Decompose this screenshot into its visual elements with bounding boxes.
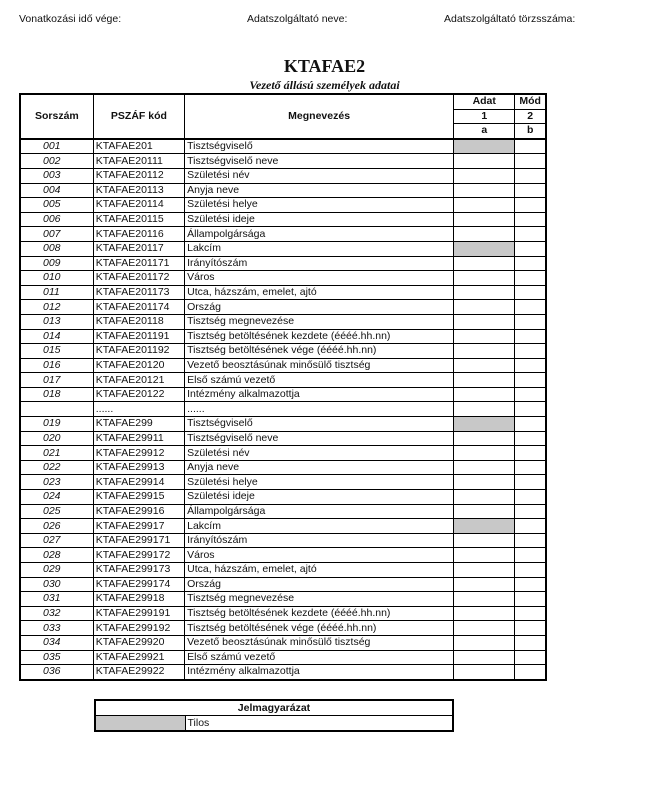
row-number: 009 [20, 256, 93, 271]
row-adat-cell[interactable] [454, 387, 515, 402]
legend-grey-swatch [95, 716, 185, 732]
row-mod-cell[interactable] [515, 271, 546, 286]
row-code: KTAFAE201191 [93, 329, 184, 344]
row-number: 003 [20, 168, 93, 183]
row-name: Első számú vezető [185, 373, 454, 388]
row-adat-cell[interactable] [454, 490, 515, 505]
row-adat-cell [454, 519, 515, 534]
row-number: 013 [20, 314, 93, 329]
table-row [20, 519, 546, 534]
row-number: 030 [20, 577, 93, 592]
row-number [20, 402, 93, 417]
row-number: 022 [20, 460, 93, 475]
row-number: 021 [20, 446, 93, 461]
table-row [20, 256, 546, 271]
table-row [20, 504, 546, 519]
row-mod-cell[interactable] [515, 241, 546, 256]
row-code: ...... [93, 402, 184, 417]
table-row [20, 431, 546, 446]
row-code: KTAFAE29921 [93, 650, 184, 665]
row-name: Vezető beosztásúnak minősülő tisztség [185, 358, 454, 373]
row-name: Irányítószám [185, 533, 454, 548]
row-number: 031 [20, 592, 93, 607]
row-mod-cell[interactable] [515, 198, 546, 213]
row-code: KTAFAE20120 [93, 358, 184, 373]
row-name: Tisztségviselő [185, 139, 454, 154]
table-row [20, 460, 546, 475]
row-code: KTAFAE29918 [93, 592, 184, 607]
row-name: Születési név [185, 446, 454, 461]
row-number: 033 [20, 621, 93, 636]
row-mod-cell[interactable] [515, 183, 546, 198]
row-name: Tisztségviselő [185, 417, 454, 432]
legend-title: Jelmagyarázat [95, 700, 453, 716]
row-number: 027 [20, 533, 93, 548]
row-adat-cell[interactable] [454, 431, 515, 446]
col-header-pszaf-kod: PSZÁF kód [93, 94, 184, 139]
row-number: 018 [20, 387, 93, 402]
form-title: KTAFAE2 [283, 56, 366, 76]
row-number: 026 [20, 519, 93, 534]
row-name: Tisztségviselő neve [185, 431, 454, 446]
table-row [20, 475, 546, 490]
row-mod-cell[interactable] [515, 504, 546, 519]
row-code: KTAFAE29922 [93, 665, 184, 680]
row-mod-cell[interactable] [515, 577, 546, 592]
row-name: Anyja neve [185, 460, 454, 475]
row-code: KTAFAE29915 [93, 490, 184, 505]
table-row [20, 490, 546, 505]
col-header-adat-num: 1 [454, 109, 515, 124]
legend-table [94, 699, 454, 732]
table-row [20, 139, 546, 154]
row-name: Irányítószám [185, 256, 454, 271]
table-row [20, 446, 546, 461]
row-number: 023 [20, 475, 93, 490]
row-mod-cell[interactable] [515, 417, 546, 432]
row-mod-cell[interactable] [515, 373, 546, 388]
row-code: KTAFAE299171 [93, 533, 184, 548]
row-code: KTAFAE29912 [93, 446, 184, 461]
row-name: Születési név [185, 168, 454, 183]
form-subtitle: Vezető állású személyek adatai [249, 78, 400, 92]
row-name: Tisztség betöltésének vége (éééé.hh.nn) [185, 344, 454, 359]
row-adat-cell[interactable] [454, 300, 515, 315]
row-code: KTAFAE20113 [93, 183, 184, 198]
row-number: 004 [20, 183, 93, 198]
col-header-adat: Adat [454, 94, 515, 109]
row-name: Születési ideje [185, 212, 454, 227]
row-adat-cell[interactable] [454, 358, 515, 373]
row-mod-cell[interactable] [515, 387, 546, 402]
row-name: Lakcím [185, 519, 454, 534]
row-adat-cell [454, 241, 515, 256]
row-code: KTAFAE299172 [93, 548, 184, 563]
row-number: 017 [20, 373, 93, 388]
row-name: Tisztség betöltésének kezdete (éééé.hh.nn) [185, 329, 454, 344]
row-code: KTAFAE299192 [93, 621, 184, 636]
row-code: KTAFAE29917 [93, 519, 184, 534]
row-mod-cell[interactable] [515, 650, 546, 665]
row-name: Lakcím [185, 241, 454, 256]
row-name: Utca, házszám, emelet, ajtó [185, 285, 454, 300]
row-mod-cell[interactable] [515, 212, 546, 227]
row-mod-cell[interactable] [515, 285, 546, 300]
row-name: Első számú vezető [185, 650, 454, 665]
row-number: 024 [20, 490, 93, 505]
row-name: Születési helye [185, 475, 454, 490]
row-number: 010 [20, 271, 93, 286]
row-adat-cell[interactable] [454, 460, 515, 475]
row-number: 008 [20, 241, 93, 256]
row-number: 028 [20, 548, 93, 563]
table-row [20, 154, 546, 169]
table-row [20, 606, 546, 621]
row-mod-cell[interactable] [515, 431, 546, 446]
row-number: 011 [20, 285, 93, 300]
row-number: 025 [20, 504, 93, 519]
row-name: Állampolgársága [185, 504, 454, 519]
row-mod-cell[interactable] [515, 519, 546, 534]
row-mod-cell[interactable] [515, 358, 546, 373]
row-number: 036 [20, 665, 93, 680]
col-header-mod: Mód [515, 94, 546, 109]
table-row [20, 198, 546, 213]
table-row [20, 563, 546, 578]
row-adat-cell[interactable] [454, 402, 515, 417]
table-row [20, 650, 546, 665]
row-mod-cell[interactable] [515, 168, 546, 183]
table-row [20, 227, 546, 242]
table-row [20, 329, 546, 344]
row-code: KTAFAE20121 [93, 373, 184, 388]
row-number: 006 [20, 212, 93, 227]
row-mod-cell[interactable] [515, 635, 546, 650]
row-code: KTAFAE299 [93, 417, 184, 432]
legend-grey-label: Tilos [185, 716, 453, 732]
row-adat-cell[interactable] [454, 606, 515, 621]
row-adat-cell[interactable] [454, 227, 515, 242]
row-code: KTAFAE20118 [93, 314, 184, 329]
row-adat-cell[interactable] [454, 665, 515, 680]
table-row [20, 621, 546, 636]
period-end-label: Vonatkozási idő vége: [19, 13, 122, 25]
row-code: KTAFAE29914 [93, 475, 184, 490]
table-row [20, 417, 546, 432]
row-number: 019 [20, 417, 93, 432]
table-row [20, 592, 546, 607]
row-name: Tisztség megnevezése [185, 592, 454, 607]
row-code: KTAFAE29920 [93, 635, 184, 650]
row-mod-cell[interactable] [515, 402, 546, 417]
row-adat-cell[interactable] [454, 504, 515, 519]
row-code: KTAFAE20122 [93, 387, 184, 402]
row-adat-cell[interactable] [454, 183, 515, 198]
row-code: KTAFAE29913 [93, 460, 184, 475]
row-adat-cell[interactable] [454, 212, 515, 227]
row-name: Anyja neve [185, 183, 454, 198]
row-adat-cell [454, 417, 515, 432]
row-code: KTAFAE201171 [93, 256, 184, 271]
row-code: KTAFAE29916 [93, 504, 184, 519]
row-adat-cell[interactable] [454, 256, 515, 271]
row-adat-cell[interactable] [454, 198, 515, 213]
table-row [20, 271, 546, 286]
row-adat-cell[interactable] [454, 621, 515, 636]
row-code: KTAFAE29911 [93, 431, 184, 446]
row-adat-cell[interactable] [454, 344, 515, 359]
row-code: KTAFAE201 [93, 139, 184, 154]
row-mod-cell[interactable] [515, 344, 546, 359]
row-adat-cell[interactable] [454, 329, 515, 344]
row-name: ...... [185, 402, 454, 417]
row-number: 005 [20, 198, 93, 213]
row-adat-cell[interactable] [454, 373, 515, 388]
row-mod-cell[interactable] [515, 460, 546, 475]
row-name: Város [185, 271, 454, 286]
row-code: KTAFAE201173 [93, 285, 184, 300]
row-mod-cell[interactable] [515, 227, 546, 242]
row-mod-cell[interactable] [515, 621, 546, 636]
row-adat-cell[interactable] [454, 475, 515, 490]
table-row [20, 533, 546, 548]
row-code: KTAFAE20115 [93, 212, 184, 227]
row-name: Ország [185, 300, 454, 315]
row-mod-cell[interactable] [515, 314, 546, 329]
row-name: Tisztség betöltésének vége (éééé.hh.nn) [185, 621, 454, 636]
row-code: KTAFAE201174 [93, 300, 184, 315]
row-mod-cell[interactable] [515, 446, 546, 461]
table-row [20, 212, 546, 227]
data-table [19, 93, 547, 681]
row-name: Születési ideje [185, 490, 454, 505]
row-name: Vezető beosztásúnak minősülő tisztség [185, 635, 454, 650]
row-mod-cell[interactable] [515, 606, 546, 621]
row-name: Intézmény alkalmazottja [185, 665, 454, 680]
col-header-mod-letter: b [515, 124, 546, 139]
row-mod-cell[interactable] [515, 329, 546, 344]
row-number: 015 [20, 344, 93, 359]
row-adat-cell[interactable] [454, 650, 515, 665]
col-header-adat-letter: a [454, 124, 515, 139]
row-name: Intézmény alkalmazottja [185, 387, 454, 402]
row-mod-cell[interactable] [515, 490, 546, 505]
row-code: KTAFAE20114 [93, 198, 184, 213]
table-row [20, 577, 546, 592]
table-row [20, 373, 546, 388]
row-code: KTAFAE299173 [93, 563, 184, 578]
table-row [20, 241, 546, 256]
row-code: KTAFAE299174 [93, 577, 184, 592]
row-number: 012 [20, 300, 93, 315]
table-row [20, 285, 546, 300]
row-code: KTAFAE20116 [93, 227, 184, 242]
row-mod-cell[interactable] [515, 256, 546, 271]
table-row [20, 300, 546, 315]
row-mod-cell[interactable] [515, 475, 546, 490]
row-name: Állampolgársága [185, 227, 454, 242]
row-mod-cell[interactable] [515, 592, 546, 607]
row-mod-cell[interactable] [515, 300, 546, 315]
row-name: Utca, házszám, emelet, ajtó [185, 563, 454, 578]
row-code: KTAFAE20111 [93, 154, 184, 169]
row-code: KTAFAE20112 [93, 168, 184, 183]
table-row [20, 402, 546, 417]
row-adat-cell[interactable] [454, 154, 515, 169]
row-mod-cell[interactable] [515, 548, 546, 563]
row-mod-cell[interactable] [515, 533, 546, 548]
table-row [20, 635, 546, 650]
col-header-mod-num: 2 [515, 109, 546, 124]
row-adat-cell[interactable] [454, 635, 515, 650]
row-adat-cell[interactable] [454, 548, 515, 563]
row-number: 029 [20, 563, 93, 578]
row-name: Ország [185, 577, 454, 592]
table-row [20, 344, 546, 359]
row-code: KTAFAE201172 [93, 271, 184, 286]
row-mod-cell[interactable] [515, 665, 546, 680]
row-name: Tisztség megnevezése [185, 314, 454, 329]
row-number: 001 [20, 139, 93, 154]
table-row [20, 183, 546, 198]
row-adat-cell[interactable] [454, 314, 515, 329]
row-name: Város [185, 548, 454, 563]
row-adat-cell[interactable] [454, 168, 515, 183]
row-code: KTAFAE201192 [93, 344, 184, 359]
row-adat-cell[interactable] [454, 563, 515, 578]
row-name: Tisztségviselő neve [185, 154, 454, 169]
provider-id-label: Adatszolgáltató törzsszáma: [444, 13, 576, 25]
table-row [20, 548, 546, 563]
row-code: KTAFAE20117 [93, 241, 184, 256]
table-row [20, 665, 546, 680]
row-number: 035 [20, 650, 93, 665]
table-row [20, 314, 546, 329]
table-row [20, 358, 546, 373]
row-number: 020 [20, 431, 93, 446]
row-adat-cell[interactable] [454, 533, 515, 548]
row-number: 016 [20, 358, 93, 373]
table-row [20, 168, 546, 183]
row-adat-cell[interactable] [454, 592, 515, 607]
table-row [20, 387, 546, 402]
provider-name-label: Adatszolgáltató neve: [247, 13, 348, 25]
row-number: 007 [20, 227, 93, 242]
row-name: Születési helye [185, 198, 454, 213]
row-adat-cell[interactable] [454, 271, 515, 286]
row-adat-cell[interactable] [454, 285, 515, 300]
row-number: 034 [20, 635, 93, 650]
row-adat-cell[interactable] [454, 577, 515, 592]
row-adat-cell[interactable] [454, 446, 515, 461]
row-number: 014 [20, 329, 93, 344]
row-number: 032 [20, 606, 93, 621]
row-mod-cell[interactable] [515, 154, 546, 169]
row-mod-cell[interactable] [515, 139, 546, 154]
row-adat-cell [454, 139, 515, 154]
row-mod-cell[interactable] [515, 563, 546, 578]
row-number: 002 [20, 154, 93, 169]
row-name: Tisztség betöltésének kezdete (éééé.hh.nn) [185, 606, 454, 621]
row-code: KTAFAE299191 [93, 606, 184, 621]
col-header-megnevezes: Megnevezés [185, 94, 454, 139]
col-header-sorszam: Sorszám [20, 94, 93, 139]
